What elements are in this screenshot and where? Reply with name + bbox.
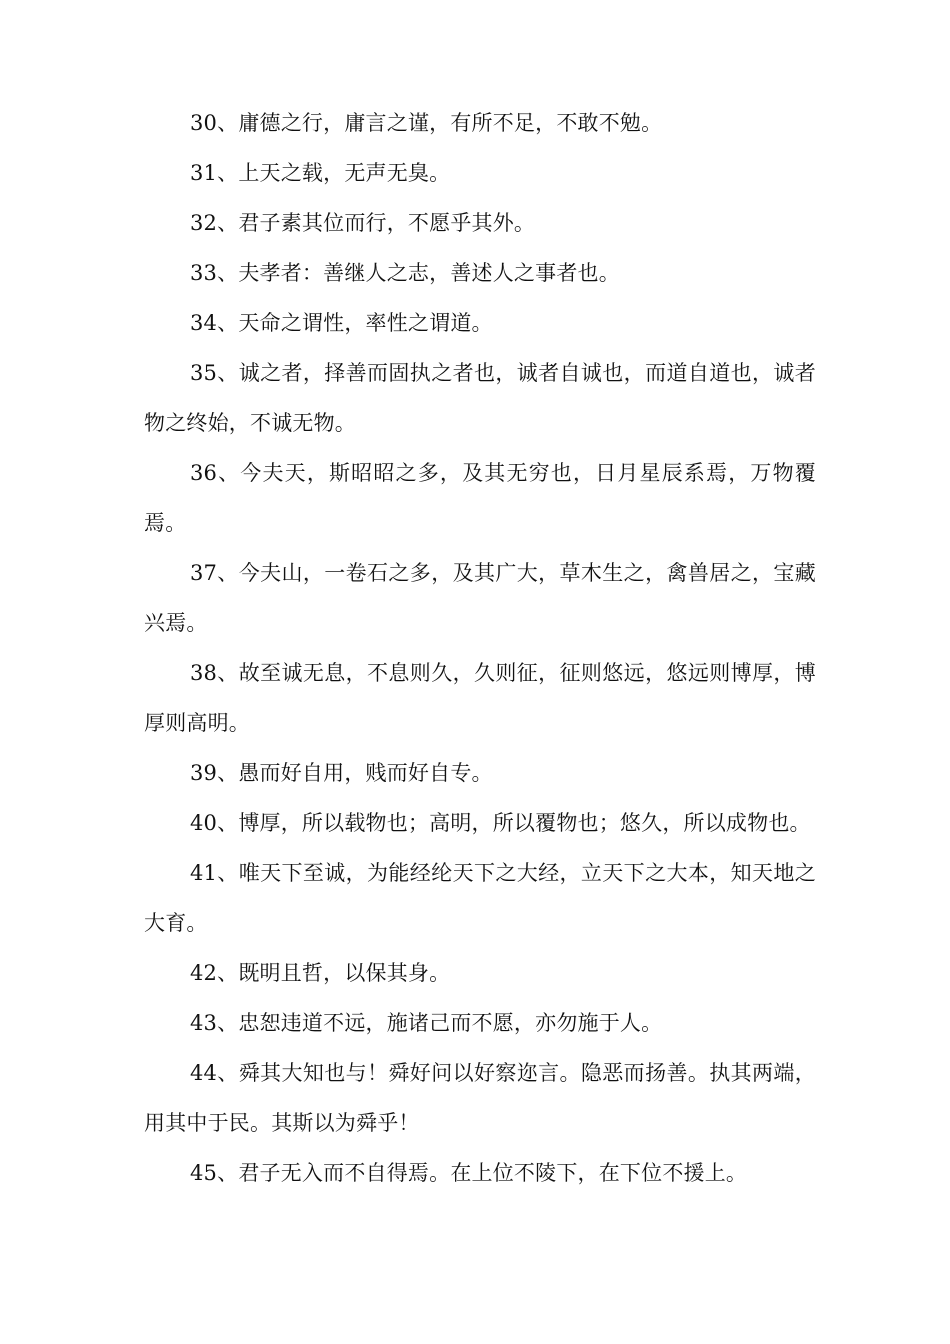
paragraph-35: 35、诚之者，择善而固执之者也，诚者自诚也，而道自道也，诚者物之终始，不诚无物。 (144, 361, 816, 435)
paragraph-33: 33、夫孝者：善继人之志，善述人之事者也。 (190, 261, 620, 285)
paragraph-31: 31、上天之载，无声无臭。 (190, 161, 451, 185)
document-body (144, 98, 816, 1198)
paragraph-36: 36、今夫天，斯昭昭之多，及其无穷也，日月星辰系焉，万物覆焉。 (144, 461, 816, 535)
paragraph-38: 38、故至诚无息，不息则久，久则征，征则悠远，悠远则博厚，博厚则高明。 (144, 661, 816, 735)
paragraph-44: 44、舜其大知也与！舜好问以好察迩言。隐恶而扬善。执其两端，用其中于民。其斯以为舜乎！ (144, 1061, 816, 1135)
paragraph-42: 42、既明且哲，以保其身。 (190, 961, 451, 985)
paragraph-43: 43、忠恕违道不远，施诸己而不愿，亦勿施于人。 (190, 1011, 663, 1035)
paragraph-30: 30、庸德之行，庸言之谨，有所不足，不敢不勉。 (190, 111, 663, 135)
paragraph-40: 40、博厚，所以载物也；高明，所以覆物也；悠久，所以成物也。 (190, 811, 811, 835)
paragraph-37: 37、今夫山，一卷石之多，及其广大，草木生之，禽兽居之，宝藏兴焉。 (144, 561, 816, 635)
paragraph-34: 34、天命之谓性，率性之谓道。 (190, 311, 493, 335)
paragraph-41: 41、唯天下至诚，为能经纶天下之大经，立天下之大本，知天地之大育。 (144, 861, 816, 935)
paragraph-39: 39、愚而好自用，贱而好自专。 (190, 761, 493, 785)
paragraph-32: 32、君子素其位而行，不愿乎其外。 (190, 211, 536, 235)
paragraph-45: 45、君子无入而不自得焉。在上位不陵下，在下位不援上。 (190, 1161, 748, 1185)
